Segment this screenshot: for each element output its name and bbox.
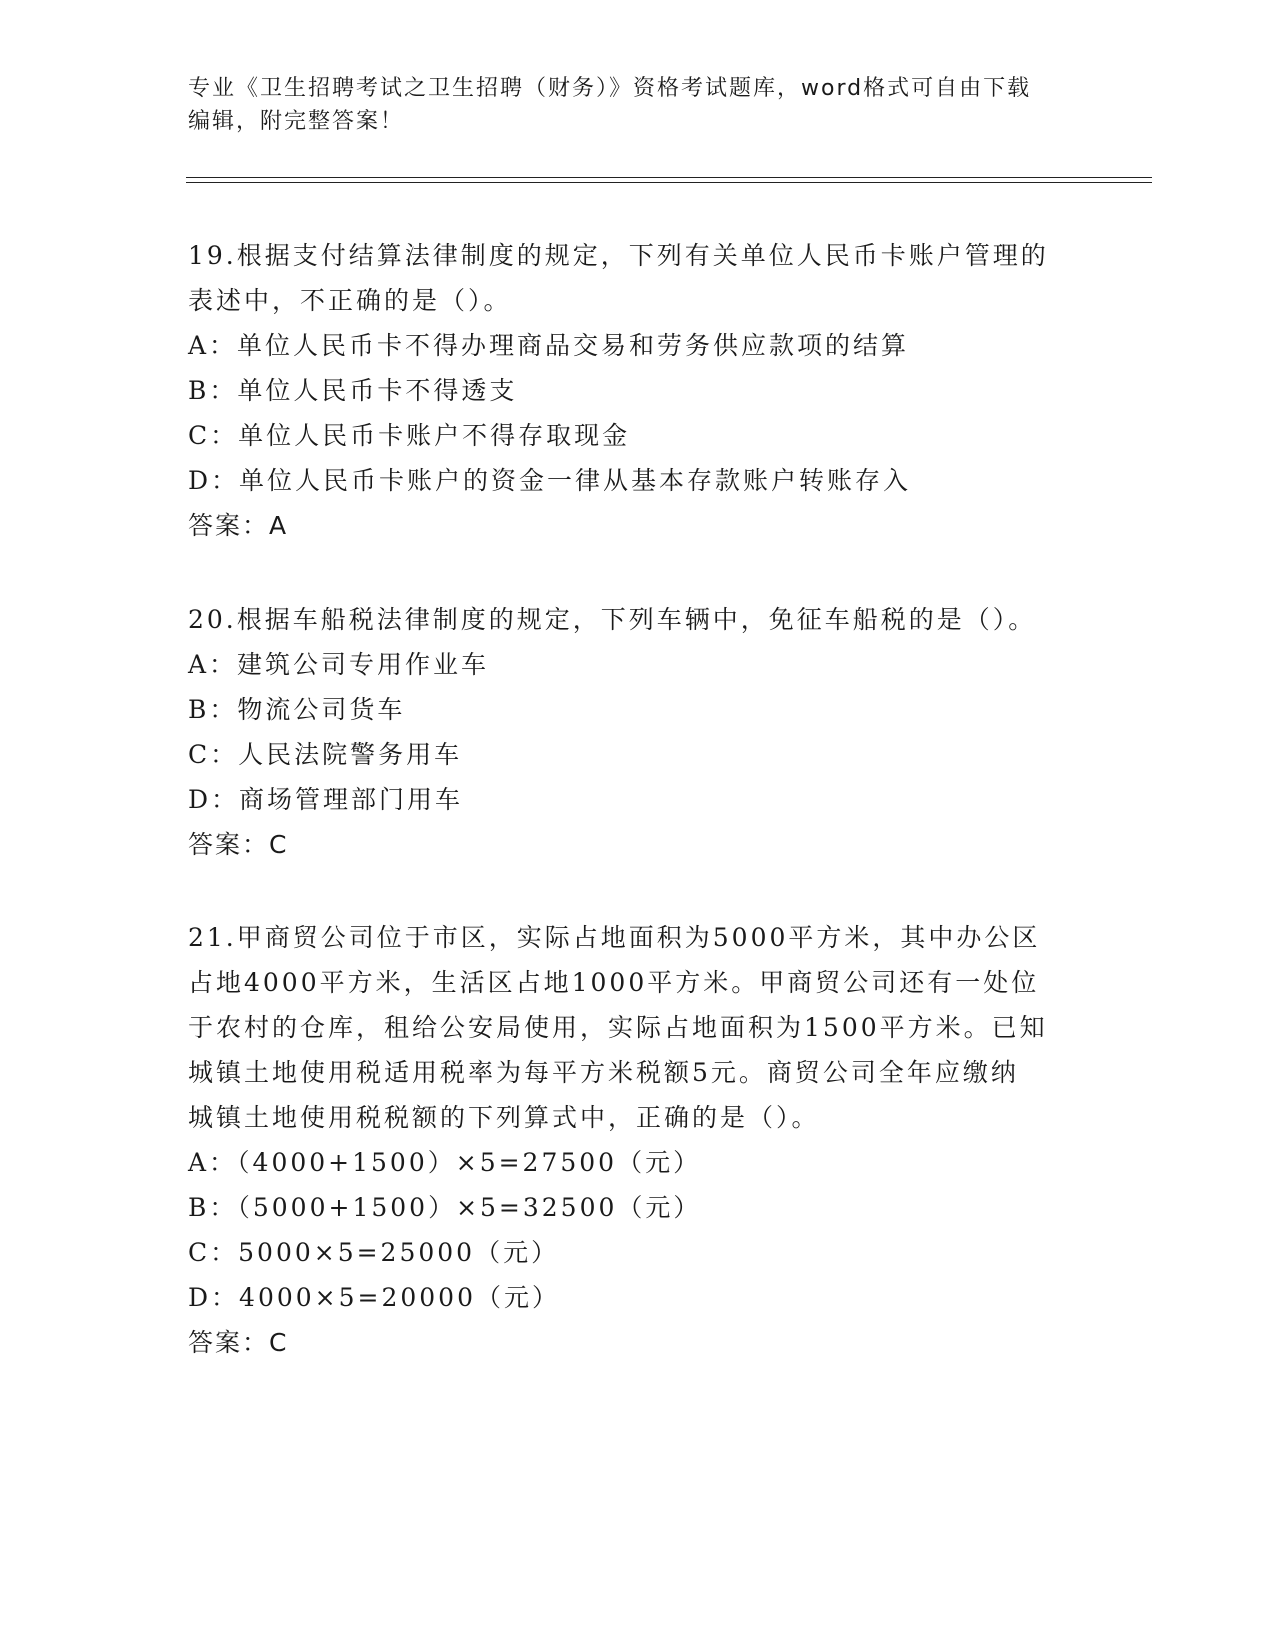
option-a: A：建筑公司专用作业车 — [188, 650, 490, 679]
answer-label: 答案：C — [188, 1328, 289, 1357]
document-header — [188, 72, 1088, 138]
option-b: B：（5000+1500）×5=32500（元） — [188, 1193, 702, 1222]
question-19 — [188, 233, 1088, 548]
header-line-2: 编辑，附完整答案！ — [188, 109, 405, 134]
option-c: C：5000×5=25000（元） — [188, 1238, 560, 1267]
option-b: B：物流公司货车 — [188, 695, 406, 724]
question-stem-line: 19.根据支付结算法律制度的规定，下列有关单位人民币卡账户管理的 — [188, 241, 1049, 270]
question-stem-line: 21.甲商贸公司位于市区，实际占地面积为5000平方米，其中办公区 — [188, 923, 1041, 952]
header-line-1: 专业《卫生招聘考试之卫生招聘（财务）》资格考试题库，word格式可自由下载 — [188, 76, 1032, 101]
header-divider-top — [186, 177, 1152, 178]
option-d: D：4000×5=20000（元） — [188, 1283, 560, 1312]
answer-label: 答案：C — [188, 830, 289, 859]
option-b: B：单位人民币卡不得透支 — [188, 376, 518, 405]
question-20 — [188, 597, 1088, 867]
question-stem-line: 占地4000平方米，生活区占地1000平方米。甲商贸公司还有一处位 — [188, 968, 1040, 997]
question-stem-line: 于农村的仓库，租给公安局使用，实际占地面积为1500平方米。已知 — [188, 1013, 1048, 1042]
option-d: D：单位人民币卡账户的资金一律从基本存款账户转账存入 — [188, 466, 912, 495]
question-21 — [188, 915, 1088, 1365]
option-c: C：单位人民币卡账户不得存取现金 — [188, 421, 631, 450]
option-a: A：单位人民币卡不得办理商品交易和劳务供应款项的结算 — [188, 331, 910, 360]
header-divider-bottom — [186, 182, 1152, 183]
question-stem-line: 城镇土地使用税适用税率为每平方米税额5元。商贸公司全年应缴纳 — [188, 1058, 1019, 1087]
option-d: D：商场管理部门用车 — [188, 785, 464, 814]
question-stem-line: 表述中，不正确的是（）。 — [188, 286, 512, 315]
question-stem-line: 20.根据车船税法律制度的规定，下列车辆中，免征车船税的是（）。 — [188, 605, 1037, 634]
answer-label: 答案：A — [188, 511, 289, 540]
option-c: C：人民法院警务用车 — [188, 740, 463, 769]
option-a: A：（4000+1500）×5=27500（元） — [188, 1148, 702, 1177]
question-stem-line: 城镇土地使用税税额的下列算式中，正确的是（）。 — [188, 1103, 820, 1132]
